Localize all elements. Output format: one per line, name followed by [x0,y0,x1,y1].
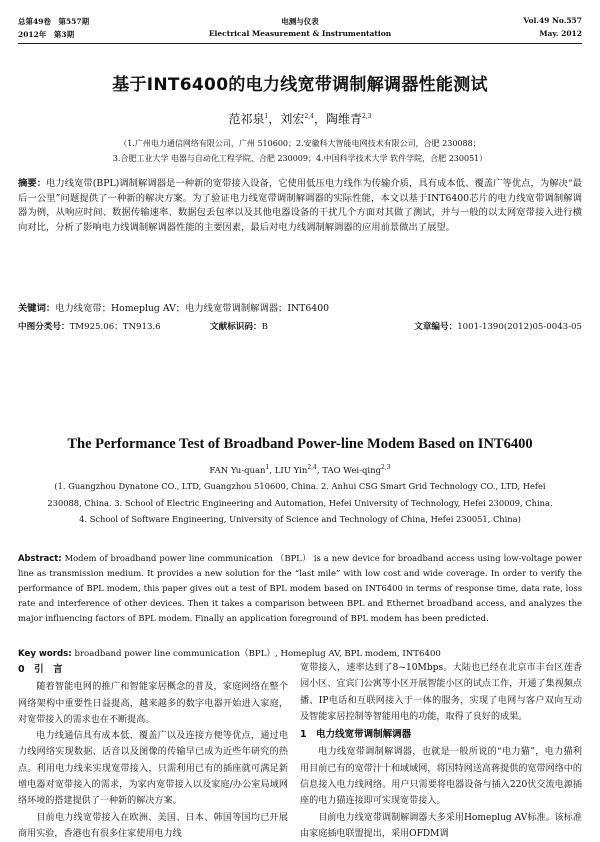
paragraph: 目前电力线宽带调制解调器大多采用Homeplug AV标准。该标准由家庭插电联盟提出，采用OFDM调 [300,812,582,839]
en-author-sup: 2,3 [381,464,391,471]
section-number: 0 [18,664,25,675]
clc-value: TM925.06；TN913.6 [69,322,161,332]
cn-keywords [18,302,582,317]
paragraph: 宽带接入，速率达到了8~10Mbps。大陆也已经在北京市丰台区莲香园小区、宜宾门公寓等小区开展智能小区的试点工作，开通了集视频点播、IP电话和互联网接入于一体的服务，实现了电网与客户双向互动及智能家居控制等智能用电的功能，取得了良好的成果。 [300,663,582,722]
journal-issue: 2012年 第3期 [18,30,75,39]
paragraph: 目前电力线宽带接入在欧洲、美国、日本、韩国等国均已开展商用实验，香港也有很多住家使用电力线 [18,812,288,839]
cn-author-sup: 2,3 [361,113,372,120]
volume-number: Vol.49 No.557 [523,16,582,25]
section-number: 1 [300,729,307,741]
en-title: The Performance Test of Broadband Power-line Modem Based on INT6400 [67,436,533,452]
body-left-column [18,660,288,842]
article-no-label: 文章编号： [414,322,458,332]
en-abstract-label: Abstract: [18,553,62,563]
en-keywords-label: Key words: [18,649,72,659]
section-title: 电力线宽带调制解调器 [316,729,412,741]
article-no-field [414,320,582,332]
cn-authors: 范祁泉$^1$，刘宏$^{2,4}$，陶维青$^{2,3}$ [228,112,372,126]
cn-author-name: 陶维青 [325,112,362,126]
cn-abstract-label: 摘要： [18,178,47,189]
doc-code-field [210,320,268,332]
clc-field [18,320,161,332]
cn-author-name: 范祁泉 [228,112,265,126]
cn-author-sup: 2,4 [304,113,314,120]
en-author-sup: 1 [265,464,270,471]
en-affiliation-1: (1. Guangzhou Dynatone CO., LTD, Guangzhou 510600, China. 2. Anhui CSG Smart Grid Technology CO., LTD, Hefei [54,481,546,491]
journal-name-en: Electrical Measurement & Instrumentation [208,29,392,38]
paragraph: 电力线宽带调制解调器，也就是一般所说的“电力猫”，电力猫利用目前已有的宽带汁十和域域网，将因特网送高蒋提供的宽带网络中的信息接入电力线网络。用户只需要将电器设备与插入220伏交流电源插座的电力猫连接即可实现宽带接入。 [300,747,582,807]
en-affiliations [18,478,582,528]
cn-abstract [18,177,582,235]
body-right-column [300,660,582,842]
doc-code-value: B [261,322,268,332]
en-author-name: TAO Wei-qing [322,465,382,476]
doc-code-label: 文献标识码： [210,322,262,332]
en-abstract-text: Modem of broadband power line communication （BPL） is a new device for broadband access using low-voltage power line as transmission medium. It provides a new solution for the “last mile” with low cost and wide coverage. In order to verify the performance of BPL modem, this paper gives out a test of BPL modem based on INT6400 in terms of response time, data rate, loss rate and interference of other devices. Then it takes a comparison between BPL and Ethernet broadband access, and analyzes the major influencing factors of BPL modem. Finally an application foreground of BPL modem has been predicted. [18,553,582,623]
en-author-sup: 2,4 [307,464,317,471]
section-heading-introduction [18,662,288,678]
paragraph: 电力线通信具有成本低、覆盖广以及连接方便等优点，通过电力线网络实现数据、话音以及图像的传输早已成为近些年研究的热点。利用电力线来实现宽带接入，只需利用已有的插座就可满足新增电器对宽带接入的需求，为家内宽带接入以及家庭/办公室局域网络环境的搭建提供了一种新的解决方案。 [18,731,288,807]
en-author-name: FAN Yu-quan [209,465,266,476]
en-author-name: LIU Yin [274,465,308,476]
article-no-value: 1001-1390(2012)05-0043-05 [457,322,582,332]
journal-volume: 总第49卷 第557期 [18,17,90,26]
en-keywords-text: broadband power line communication（BPL）, Homeplug AV, BPL modem, INT6400 [74,649,441,659]
en-affiliation-2: 230088, China. 3. School of Electric Engineering and Automation, Hefei University of Technology, Hefei 230009, China. [47,497,553,508]
section-title: 引 言 [34,664,63,675]
clc-label: 中图分类号： [18,322,70,332]
header-rule [18,43,582,44]
en-keywords [18,647,582,659]
en-authors: FAN Yu-quan$^1$, LIU Yin$^{2,4}$, TAO Wei-qing$^{2,3}$ [209,464,391,476]
section-heading-bpl-modem [300,727,582,743]
cn-title: 基于INT6400的电力线宽带调制解调器性能测试 [112,75,488,95]
cn-affiliation-1: （1.广州电力通信网络有限公司，广州 510600；2.安徽科大智能电网技术有限公司，合肥 230088； [119,139,481,148]
issue-date: May. 2012 [539,29,582,38]
journal-name-cn: 电测与仪表 [281,17,319,26]
en-abstract [18,551,582,626]
en-affiliation-3: 4. School of Software Engineering, University of Science and Technology of China, Hefei 230051, China) [79,514,521,524]
cn-affiliation-2: 3.合肥工业大学 电器与自动化工程学院，合肥 230009；4.中国科学技术大学 软件学院，合肥 230051） [112,154,488,163]
cn-abstract-text: 电力线宽带(BPL)调制解调器是一种新的宽带接入设备，它使用低压电力线作为传输介质，具有成本低、覆盖广等优点，为解决“最后一公里”问题提供了一种新的解决方案。为了验证电力线宽带调制解调器的实际性能，本文以基于INT6400芯片的电力线宽带调制解调器为例，从响应时间、数据传输速率、数据包丢包率以及其他电器设备的干扰几个方面对其做了测试，并与一般的以太网宽带接入进行横向对比，分析了影响电力线调制解调器性能的主要因素，最后对电力线调制解调器的应用前景做出了展望。 [18,178,582,233]
paragraph: 随着智能电网的推广和智能家居概念的普及，家庭网络在整个网络架构中重要性日益提高，越来越多的数字电器开始进入家庭，对宽带接入的需求也在不断提高。 [18,682,288,725]
cn-author-name: 刘宏 [280,112,305,126]
cn-keywords-text: 电力线宽带；Homeplug AV；电力线宽带调制解调器；INT6400 [55,303,330,314]
cn-keywords-label: 关键词： [18,303,56,314]
cn-author-sup: 1 [264,113,269,120]
